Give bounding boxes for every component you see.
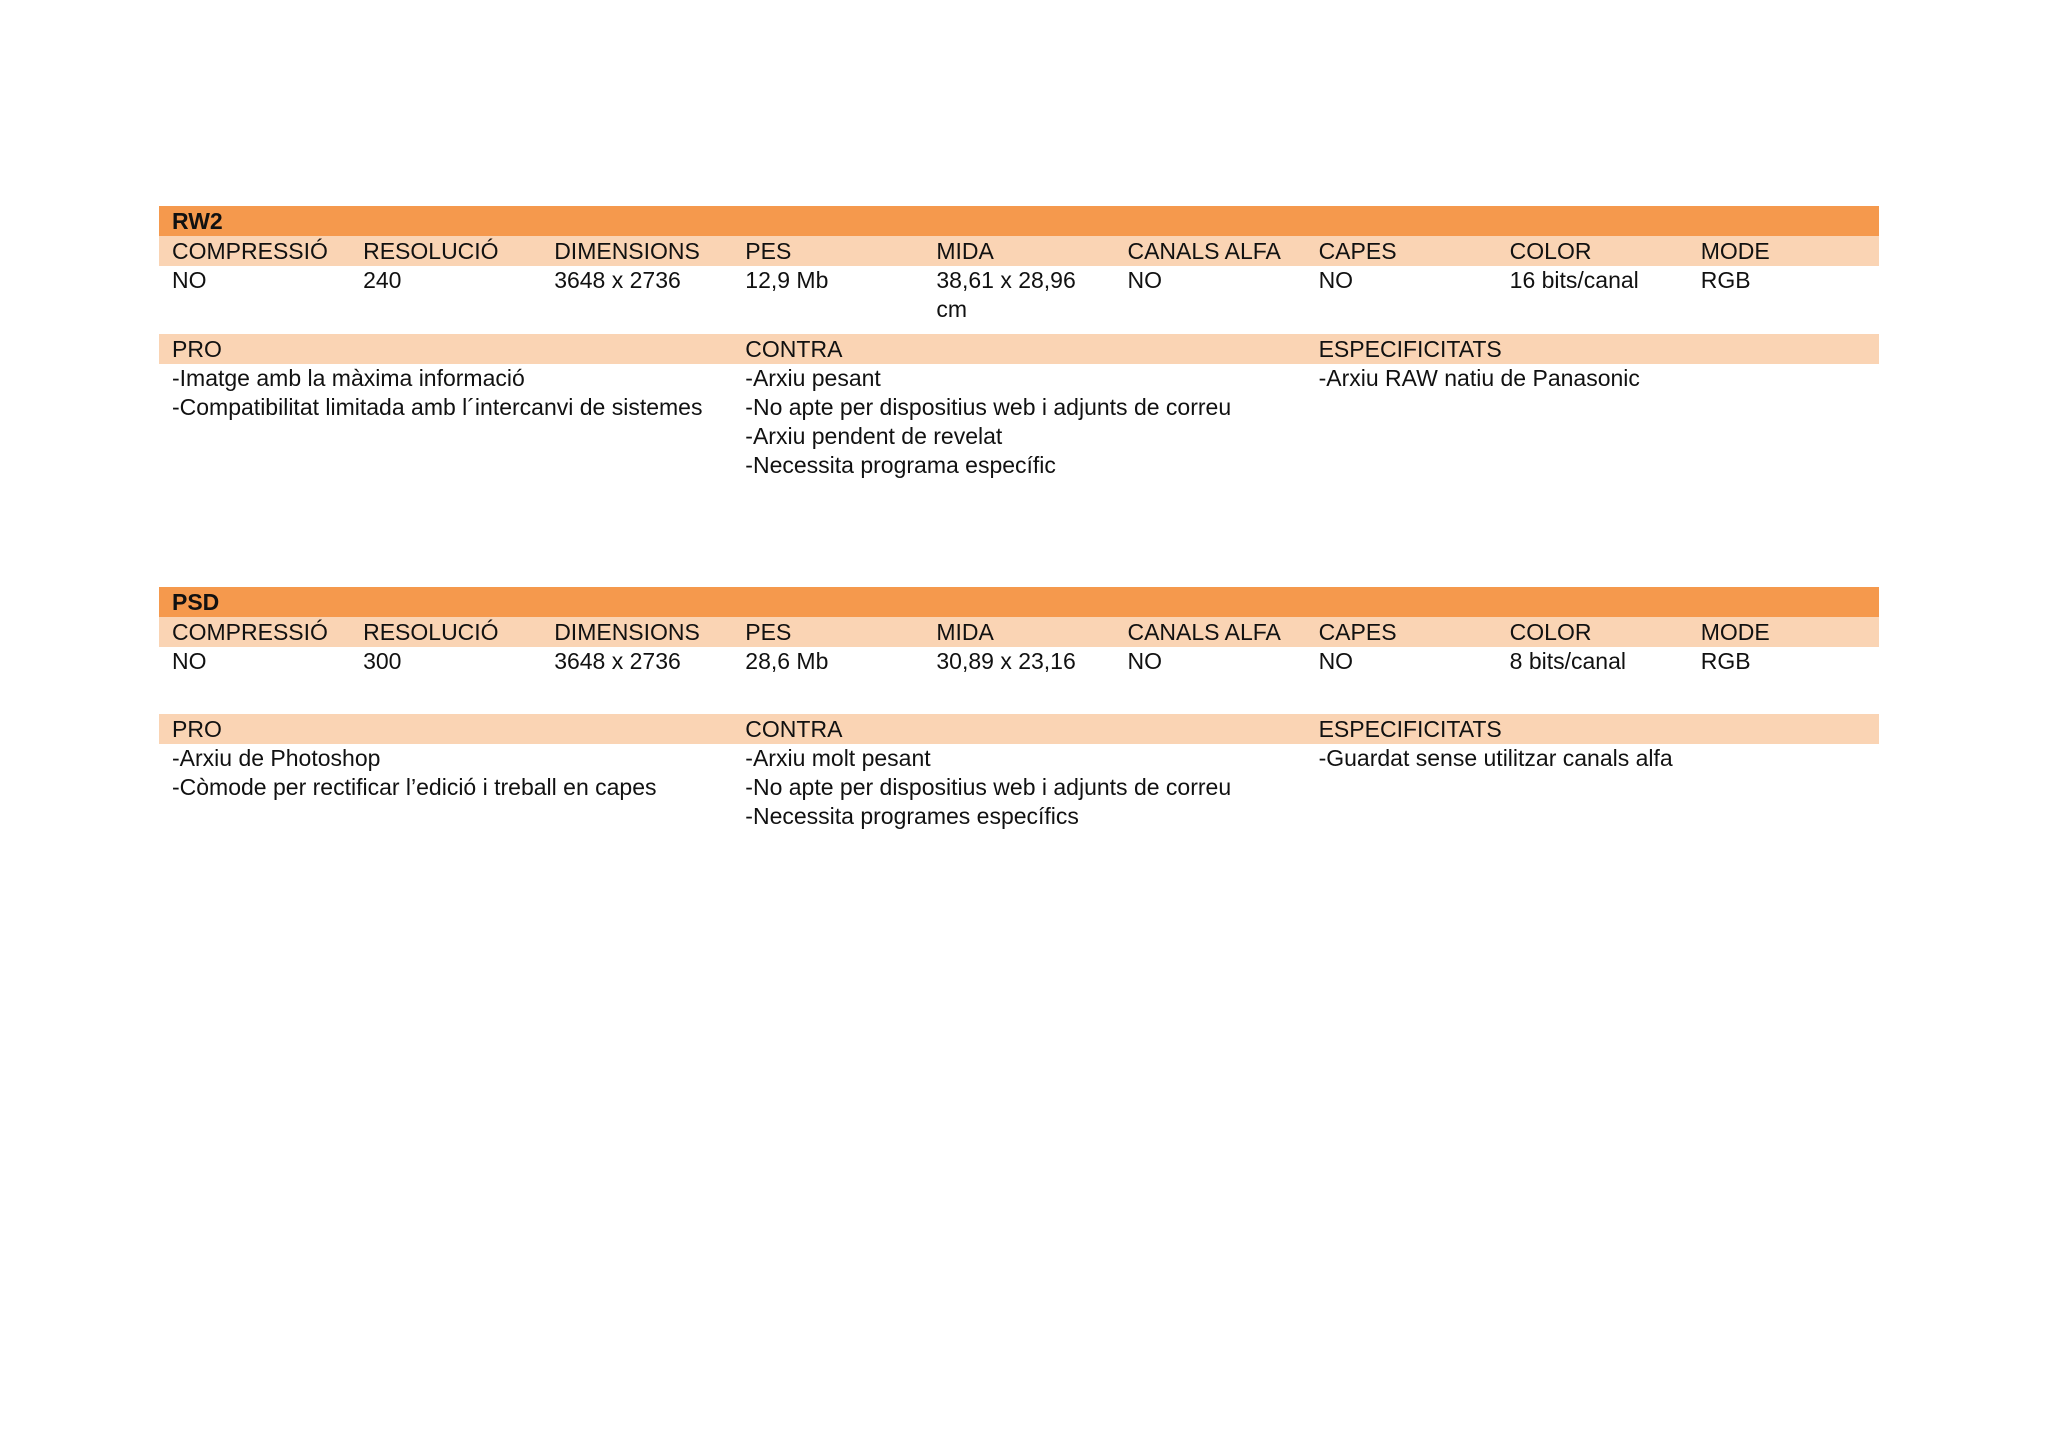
value-dimensions: 3648 x 2736 [554,267,681,293]
format-title: PSD [159,587,1879,617]
value-color: 8 bits/canal [1509,648,1627,674]
list-item: -No apte per dispositius web i adjunts de correu [745,394,1232,420]
especificitats-list [1306,744,1879,831]
details-row [159,364,1879,480]
value-compressio: NO [172,648,207,674]
especificitats-list [1306,364,1879,480]
sub-header-row [159,334,1879,364]
value-resolucio: 240 [363,267,402,293]
pro-list [159,744,732,831]
column-header-compressio: COMPRESSIÓ [172,619,328,645]
details-row [159,744,1879,831]
list-item: -Còmode per rectificar l’edició i treball en capes [172,774,657,800]
value-resolucio: 300 [363,648,402,674]
sub-header-pro: PRO [172,716,222,742]
column-header-row [159,236,1879,266]
list-item: -Imatge amb la màxima informació [172,365,525,391]
column-header-mode: MODE [1700,619,1770,645]
format-title: RW2 [159,206,1879,236]
list-item: -Arxiu pesant [745,365,881,391]
column-header-mida: MIDA [936,238,994,264]
contra-list [732,744,1305,831]
column-header-resolucio: RESOLUCIÓ [363,619,499,645]
sub-header-contra: CONTRA [745,716,843,742]
column-header-canals-alfa: CANALS ALFA [1127,238,1281,264]
pro-list [159,364,732,480]
column-header-resolucio: RESOLUCIÓ [363,238,499,264]
column-header-mode: MODE [1700,238,1770,264]
column-header-pes: PES [745,238,792,264]
column-header-color: COLOR [1509,619,1592,645]
list-item: -No apte per dispositius web i adjunts de correu [745,774,1232,800]
column-header-capes: CAPES [1318,619,1397,645]
list-item: -Guardat sense utilitzar canals alfa [1318,745,1673,771]
value-mode: RGB [1700,267,1751,293]
value-dimensions: 3648 x 2736 [554,648,681,674]
list-item: -Compatibilitat limitada amb l´intercanvi de sistemes [172,394,703,420]
value-canals-alfa: NO [1127,267,1162,293]
format-block-psd [159,587,1879,831]
column-header-dimensions: DIMENSIONS [554,238,700,264]
value-mida: 30,89 x 23,16 [936,648,1076,674]
value-row [159,647,1879,714]
list-item: -Arxiu molt pesant [745,745,931,771]
format-block-rw2 [159,206,1879,480]
sub-header-row [159,714,1879,744]
value-mida: 38,61 x 28,96 cm [936,267,1076,322]
value-pes: 28,6 Mb [745,648,829,674]
column-header-capes: CAPES [1318,238,1397,264]
list-item: -Arxiu de Photoshop [172,745,381,771]
sub-header-especificitats: ESPECIFICITATS [1318,336,1502,362]
list-item: -Arxiu pendent de revelat [745,423,1003,449]
value-pes: 12,9 Mb [745,267,829,293]
list-item: -Necessita programa específic [745,452,1056,478]
sub-header-pro: PRO [172,336,222,362]
value-capes: NO [1318,648,1354,674]
list-item: -Arxiu RAW natiu de Panasonic [1318,365,1640,391]
column-header-compressio: COMPRESSIÓ [172,238,328,264]
value-compressio: NO [172,267,207,293]
sub-header-contra: CONTRA [745,336,843,362]
contra-list [732,364,1305,480]
column-header-dimensions: DIMENSIONS [554,619,700,645]
value-color: 16 bits/canal [1509,267,1639,293]
value-canals-alfa: NO [1127,648,1162,674]
value-capes: NO [1318,267,1354,293]
list-item: -Necessita programes específics [745,803,1079,829]
column-header-canals-alfa: CANALS ALFA [1127,619,1281,645]
column-header-row [159,617,1879,647]
value-mode: RGB [1700,648,1751,674]
column-header-color: COLOR [1509,238,1592,264]
column-header-mida: MIDA [936,619,994,645]
column-header-pes: PES [745,619,792,645]
value-row [159,266,1879,334]
sub-header-especificitats: ESPECIFICITATS [1318,716,1502,742]
